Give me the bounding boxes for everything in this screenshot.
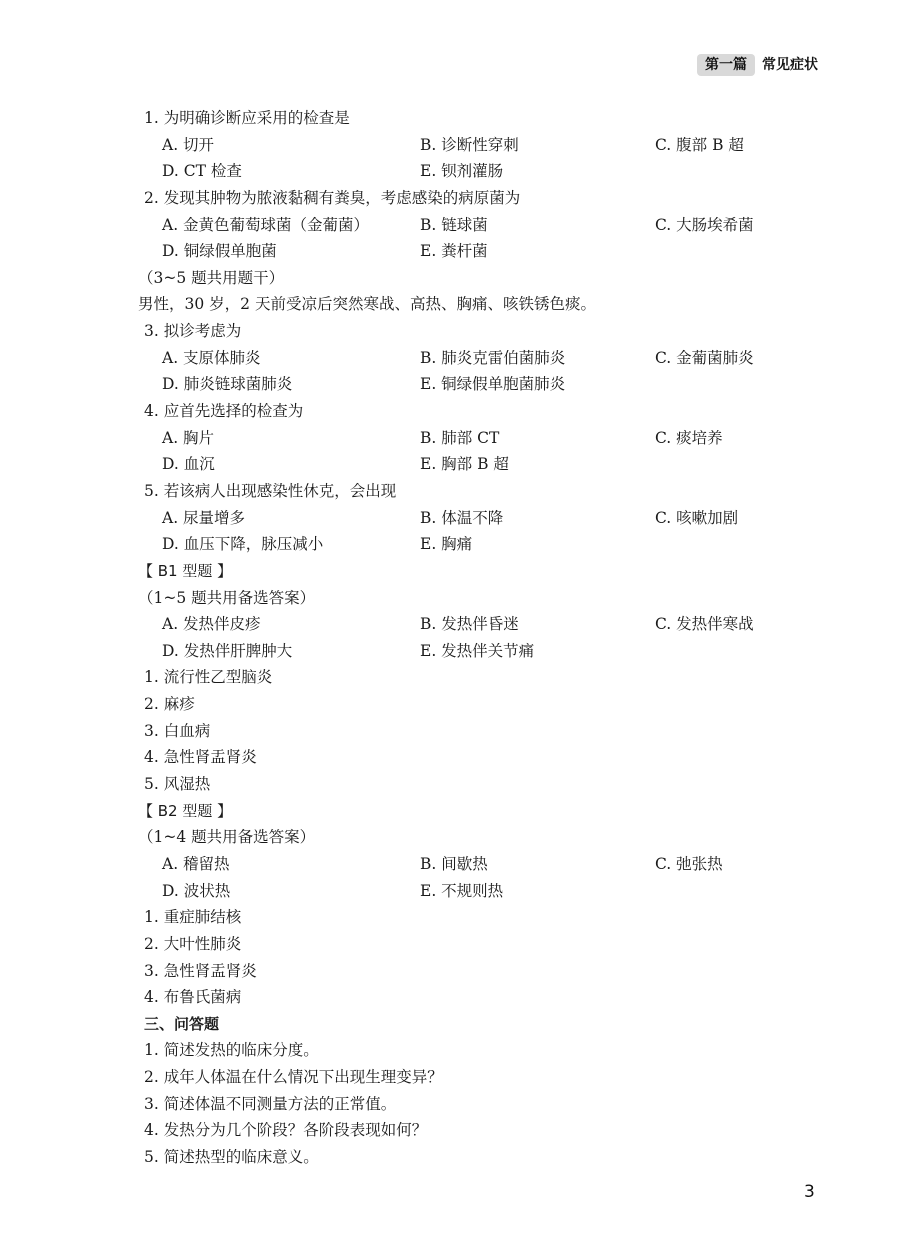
b1-item: 3. 白血病 [144,721,211,740]
option-b: B. 体温不降 [420,508,504,527]
option-e: E. 胸部 B 超 [420,455,509,474]
option-c: C. 发热伴寒战 [655,615,754,634]
option-a: A. 胸片 [162,428,215,447]
options-row [0,345,900,372]
shared-stem-label: （3~5 题共用题干） [138,268,285,287]
option-b: B. 发热伴昏迷 [420,615,519,634]
list-item [0,1144,900,1171]
option-b: B. 链球菌 [420,215,488,234]
option-b: B. 肺炎克雷伯菌肺炎 [420,348,566,367]
options-row [0,238,900,265]
essay-item: 3. 简述体温不同测量方法的正常值。 [144,1094,397,1113]
chapter-label: 第一篇 [697,54,755,76]
case-text-line [0,291,900,318]
option-c: C. 痰培养 [655,428,723,447]
b1-item: 2. 麻疹 [144,695,195,714]
option-e: E. 发热伴关节痛 [420,641,535,660]
options-row [0,132,900,159]
shared-stem-label-line [0,265,900,292]
option-e: E. 粪杆菌 [420,242,488,261]
options-row [0,451,900,478]
options-row [0,851,900,878]
options-row [0,212,900,239]
question-stem-line [0,478,900,505]
b2-item: 1. 重症肺结核 [144,908,242,927]
essay-item: 5. 简述热型的临床意义。 [144,1147,319,1166]
options-row [0,638,900,665]
options-row [0,878,900,905]
option-b: B. 肺部 CT [420,428,500,447]
options-row [0,531,900,558]
option-a: A. 金黄色葡萄球菌（金葡菌） [162,215,370,234]
option-e: E. 钡剂灌肠 [420,162,504,181]
list-item [0,1064,900,1091]
option-e: E. 胸痛 [420,535,473,554]
option-d: D. 血压下降，脉压减小 [162,535,324,554]
page-number: 3 [804,1182,815,1202]
b1-heading: 【 B1 型题 】 [138,561,233,580]
section-heading-line [0,558,900,585]
section-heading-line [0,1011,900,1038]
option-b: B. 间歇热 [420,854,488,873]
option-c: C. 咳嗽加剧 [655,508,739,527]
list-item [0,691,900,718]
essay-heading: 三、问答题 [144,1014,220,1033]
b1-item: 4. 急性肾盂肾炎 [144,748,257,767]
option-a: A. 支原体肺炎 [162,348,261,367]
question-stem: 2. 发现其肿物为脓液黏稠有粪臭，考虑感染的病原菌为 [144,188,521,207]
shared-options-label-line [0,585,900,612]
question-stem-line [0,318,900,345]
list-item [0,1117,900,1144]
question-stem-line [0,398,900,425]
option-c: C. 大肠埃希菌 [655,215,754,234]
b2-label: （1~4 题共用备选答案） [138,828,316,847]
list-item [0,958,900,985]
question-stem: 1. 为明确诊断应采用的检查是 [144,109,350,127]
essay-item: 4. 发热分为几个阶段？各阶段表现如何？ [144,1121,428,1140]
list-item [0,718,900,745]
options-row [0,611,900,638]
b2-heading: 【 B2 型题 】 [138,801,233,820]
option-c: C. 金葡菌肺炎 [655,348,754,367]
question-stem: 4. 应首先选择的检查为 [144,402,304,421]
list-item [0,904,900,931]
list-item [0,984,900,1011]
option-c: C. 腹部 B 超 [655,135,744,154]
question-stem: 5. 若该病人出现感染性休克，会出现 [144,481,397,500]
b1-item: 1. 流行性乙型脑炎 [144,668,273,687]
option-d: D. CT 检查 [162,162,242,181]
list-item [0,1037,900,1064]
question-stem-line [0,105,900,132]
option-a: A. 尿量增多 [162,508,246,527]
list-item [0,771,900,798]
page-content [0,105,900,1171]
option-a: A. 发热伴皮疹 [162,615,261,634]
option-d: D. 波状热 [162,881,231,900]
b2-item: 2. 大叶性肺炎 [144,934,242,953]
option-d: D. 铜绿假单胞菌 [162,242,277,261]
section-heading-line [0,798,900,825]
option-d: D. 发热伴肝脾肿大 [162,641,293,660]
essay-item: 2. 成年人体温在什么情况下出现生理变异？ [144,1068,443,1087]
question-stem: 3. 拟诊考虑为 [144,322,242,341]
option-d: D. 肺炎链球菌肺炎 [162,375,293,394]
options-row [0,505,900,532]
case-text: 男性，30 岁，2 天前受凉后突然寒战、高热、胸痛、咳铁锈色痰。 [138,295,596,314]
option-e: E. 不规则热 [420,881,504,900]
option-b: B. 诊断性穿刺 [420,135,519,154]
options-row [0,425,900,452]
shared-options-label-line [0,824,900,851]
b1-item: 5. 风湿热 [144,775,211,794]
list-item [0,744,900,771]
chapter-title: 常见症状 [762,57,818,73]
option-a: A. 稽留热 [162,854,230,873]
b2-item: 3. 急性肾盂肾炎 [144,961,257,980]
list-item [0,664,900,691]
list-item [0,931,900,958]
b1-label: （1~5 题共用备选答案） [138,588,316,607]
option-a: A. 切开 [162,135,215,154]
options-row [0,158,900,185]
essay-item: 1. 简述发热的临床分度。 [144,1041,319,1060]
option-c: C. 弛张热 [655,854,723,873]
options-row [0,371,900,398]
option-e: E. 铜绿假单胞菌肺炎 [420,375,566,394]
b2-item: 4. 布鲁氏菌病 [144,988,242,1007]
question-stem-line [0,185,900,212]
list-item [0,1091,900,1118]
option-d: D. 血沉 [162,455,215,474]
